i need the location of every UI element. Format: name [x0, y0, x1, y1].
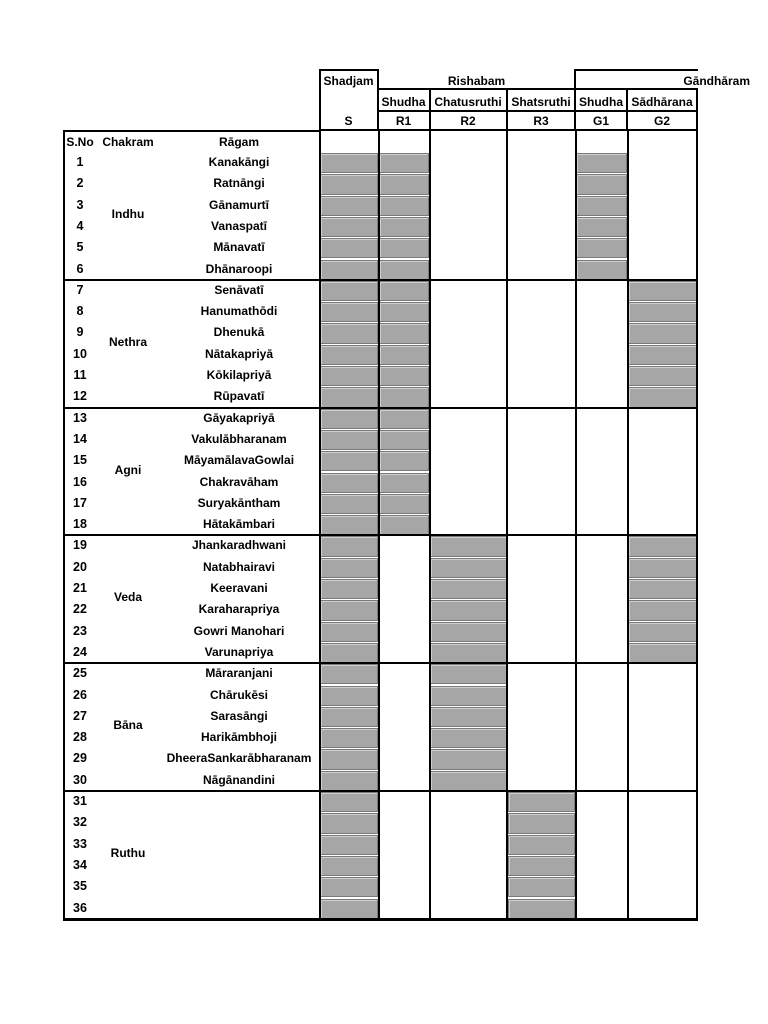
row-number: 11: [73, 368, 87, 382]
filled-cell-s: [320, 728, 378, 748]
filled-cell-r2: [430, 600, 507, 620]
grid-line: [429, 130, 431, 920]
row-number: 33: [73, 836, 87, 851]
row-number: 21: [73, 581, 87, 595]
row-number: 35: [73, 879, 87, 894]
row-number: 18: [73, 517, 87, 532]
filled-cell-g2: [628, 536, 697, 556]
filled-cell-s: [320, 579, 378, 599]
filled-cell-r1: [379, 281, 429, 301]
header-chakram: Chakram: [102, 135, 154, 149]
filled-cell-g1: [576, 174, 627, 194]
row-number: 17: [73, 495, 87, 510]
grid-line: [575, 130, 577, 920]
filled-cell-r1: [379, 409, 429, 429]
filled-cell-s: [320, 366, 378, 386]
row-number: 24: [73, 644, 87, 659]
row-number: 26: [73, 687, 87, 702]
header-rishabam: Rishabam: [447, 74, 506, 88]
filled-cell-s: [320, 899, 378, 919]
filled-cell-s: [320, 473, 378, 493]
filled-cell-s: [320, 664, 378, 684]
filled-cell-g1: [576, 238, 627, 258]
row-number: 3: [76, 197, 84, 212]
row-number: 29: [73, 751, 87, 766]
group-separator: [63, 662, 698, 664]
filled-cell-s: [320, 877, 378, 897]
filled-cell-r1: [379, 153, 429, 173]
row-number: 8: [76, 304, 84, 319]
filled-cell-s: [320, 707, 378, 727]
header-sno: S.No: [66, 135, 94, 149]
row-number: 22: [73, 602, 87, 617]
raga-name: Harikāmbhoji: [200, 730, 278, 745]
chakram-label: Nethra: [108, 334, 147, 349]
filled-cell-s: [320, 749, 378, 769]
filled-cell-r2: [430, 558, 507, 578]
raga-name: Hanumathōdi: [200, 304, 278, 319]
grid-line: [378, 130, 380, 920]
grid-line: [319, 130, 321, 920]
raga-name: Gāyakapriyā: [203, 410, 275, 425]
header-gandharam: Gāndhāram: [683, 74, 750, 88]
chakram-label: Indhu: [111, 206, 145, 221]
row-number: 20: [73, 559, 87, 574]
group-separator: [63, 407, 698, 409]
raga-name: Mānavatī: [213, 240, 265, 255]
filled-cell-r2: [430, 622, 507, 642]
grid-line: [506, 88, 508, 131]
raga-name: Hātakāmbari: [202, 517, 276, 532]
grid-line: [319, 69, 379, 71]
raga-name: MāyamālavaGowlai: [183, 453, 295, 468]
grid-line: [574, 69, 576, 131]
row-number: 25: [73, 666, 87, 681]
row-number: 16: [73, 474, 87, 489]
filled-cell-r1: [379, 387, 429, 407]
filled-cell-r3: [508, 813, 575, 833]
raga-name: Varunapriya: [204, 644, 274, 659]
filled-cell-r2: [430, 707, 507, 727]
filled-cell-r2: [430, 728, 507, 748]
swara-r3: R3: [533, 114, 549, 128]
filled-cell-g2: [628, 281, 697, 301]
header-ragam: Rāgam: [218, 135, 259, 149]
group-separator: [63, 534, 698, 536]
raga-name: Natabhairavi: [202, 559, 276, 574]
sub-sadharana: Sādhārana: [631, 95, 693, 109]
filled-cell-r3: [508, 877, 575, 897]
row-number: 19: [73, 538, 87, 553]
row-number: 6: [76, 261, 84, 276]
filled-cell-r2: [430, 771, 507, 791]
filled-cell-r1: [379, 515, 429, 535]
filled-cell-s: [320, 856, 378, 876]
table-bottom: [63, 919, 698, 921]
sub-chatusruthi: Chatusruthi: [434, 95, 502, 109]
row-number: 4: [76, 218, 84, 233]
swara-g1: G1: [592, 114, 609, 128]
raga-name: Jhankaradhwani: [191, 538, 287, 553]
grid-line: [377, 69, 379, 131]
grid-line: [378, 110, 698, 112]
filled-cell-s: [320, 600, 378, 620]
raga-name: Suryakāntham: [197, 495, 281, 510]
filled-cell-s: [320, 494, 378, 514]
grid-line: [626, 88, 628, 131]
row-number: 1: [76, 155, 84, 169]
group-separator: [63, 279, 698, 281]
row-number: 7: [76, 282, 84, 297]
filled-cell-s: [320, 792, 378, 812]
chakram-label: Veda: [113, 590, 143, 605]
raga-name: Kōkilapriyā: [206, 368, 272, 382]
filled-cell-s: [320, 515, 378, 535]
grid-line: [63, 130, 320, 132]
raga-name: Keeravani: [210, 581, 268, 595]
filled-cell-r1: [379, 345, 429, 365]
row-number: 15: [73, 453, 87, 468]
filled-cell-s: [320, 260, 378, 280]
row-number: 13: [73, 410, 87, 425]
grid-line: [378, 88, 698, 90]
filled-cell-r2: [430, 536, 507, 556]
filled-cell-g2: [628, 600, 697, 620]
filled-cell-g2: [628, 622, 697, 642]
grid-line: [63, 130, 65, 920]
swara-r2: R2: [460, 114, 476, 128]
filled-cell-s: [320, 835, 378, 855]
raga-name: Sarasāngi: [210, 708, 268, 723]
raga-name: Chārukēsi: [209, 687, 269, 702]
filled-cell-g1: [576, 153, 627, 173]
row-number: 5: [76, 240, 84, 255]
row-number: 2: [76, 176, 84, 191]
filled-cell-g2: [628, 345, 697, 365]
filled-cell-r1: [379, 260, 429, 280]
grid-line: [319, 69, 321, 131]
filled-cell-g1: [576, 196, 627, 216]
filled-cell-s: [320, 409, 378, 429]
filled-cell-s: [320, 281, 378, 301]
filled-cell-r3: [508, 899, 575, 919]
raga-name: Ratnāngi: [213, 176, 265, 191]
filled-cell-g2: [628, 579, 697, 599]
filled-cell-r2: [430, 643, 507, 663]
group-separator: [63, 790, 698, 792]
grid-line: [627, 130, 629, 920]
row-number: 10: [73, 346, 87, 361]
raga-name: Vanaspatī: [210, 218, 268, 233]
filled-cell-r2: [430, 579, 507, 599]
row-number: 9: [76, 325, 84, 340]
raga-name: DheeraSankarābharanam: [166, 751, 312, 766]
swara-g2: G2: [653, 114, 670, 128]
filled-cell-r2: [430, 749, 507, 769]
filled-cell-s: [320, 451, 378, 471]
chakram-label: Agni: [114, 462, 142, 477]
filled-cell-s: [320, 238, 378, 258]
filled-cell-s: [320, 302, 378, 322]
grid-line: [429, 88, 431, 131]
raga-name: Gowri Manohari: [193, 623, 285, 638]
grid-line: [575, 69, 698, 71]
raga-name: Nātakapriyā: [204, 346, 274, 361]
filled-cell-r1: [379, 366, 429, 386]
row-number: 36: [73, 900, 87, 915]
raga-name: Kanakāngi: [208, 155, 270, 169]
raga-name: Vakulābharanam: [191, 431, 287, 446]
filled-cell-r1: [379, 430, 429, 450]
filled-cell-r1: [379, 174, 429, 194]
filled-cell-s: [320, 813, 378, 833]
swara-r1: R1: [395, 114, 412, 128]
filled-cell-g2: [628, 323, 697, 343]
filled-cell-r1: [379, 302, 429, 322]
grid-line: [696, 130, 698, 920]
filled-cell-r1: [379, 323, 429, 343]
chakram-label: Ruthu: [110, 845, 146, 860]
raga-name: Nāgānandini: [202, 772, 275, 787]
swara-s: S: [344, 114, 353, 128]
filled-cell-s: [320, 345, 378, 365]
row-number: 14: [73, 431, 87, 446]
filled-cell-r1: [379, 451, 429, 471]
row-number: 34: [73, 857, 87, 872]
filled-cell-g2: [628, 387, 697, 407]
filled-cell-r3: [508, 792, 575, 812]
filled-cell-r1: [379, 473, 429, 493]
row-number: 31: [73, 794, 87, 808]
filled-cell-s: [320, 558, 378, 578]
filled-cell-s: [320, 217, 378, 237]
filled-cell-s: [320, 174, 378, 194]
header-shadjam: Shadjam: [323, 74, 374, 88]
filled-cell-g2: [628, 302, 697, 322]
filled-cell-s: [320, 643, 378, 663]
row-number: 28: [73, 730, 87, 745]
filled-cell-r1: [379, 238, 429, 258]
raga-name: Karaharapriya: [198, 602, 280, 617]
filled-cell-r3: [508, 835, 575, 855]
row-number: 23: [73, 623, 87, 638]
filled-cell-s: [320, 387, 378, 407]
filled-cell-r1: [379, 217, 429, 237]
filled-cell-r2: [430, 686, 507, 706]
filled-cell-g1: [576, 260, 627, 280]
filled-cell-g2: [628, 558, 697, 578]
grid-line: [506, 130, 508, 920]
row-number: 12: [73, 389, 87, 404]
filled-cell-g1: [576, 217, 627, 237]
sub-shudha-r: Shudha: [381, 95, 426, 109]
filled-cell-g2: [628, 366, 697, 386]
raga-name: Māraranjani: [205, 666, 273, 681]
row-number: 30: [73, 772, 87, 787]
raga-name: Senāvatī: [214, 282, 264, 297]
grid-line: [696, 88, 698, 131]
filled-cell-g2: [628, 643, 697, 663]
grid-line: [319, 129, 698, 131]
raga-name: Rūpavatī: [213, 389, 265, 404]
raga-name: Dhānaroopi: [205, 261, 273, 276]
raga-name: Gānamurtī: [208, 197, 269, 212]
filled-cell-s: [320, 771, 378, 791]
filled-cell-s: [320, 153, 378, 173]
filled-cell-s: [320, 430, 378, 450]
filled-cell-s: [320, 196, 378, 216]
row-number: 32: [73, 815, 87, 830]
filled-cell-r1: [379, 196, 429, 216]
raga-name: Dhenukā: [213, 325, 265, 340]
filled-cell-s: [320, 536, 378, 556]
filled-cell-s: [320, 622, 378, 642]
chakram-label: Bāna: [113, 718, 143, 733]
filled-cell-r2: [430, 664, 507, 684]
filled-cell-s: [320, 686, 378, 706]
filled-cell-r3: [508, 856, 575, 876]
filled-cell-s: [320, 323, 378, 343]
row-number: 27: [73, 708, 87, 723]
raga-name: Chakravāham: [199, 474, 279, 489]
filled-cell-r1: [379, 494, 429, 514]
sub-shudha-g: Shudha: [579, 95, 623, 109]
sub-shatsruthi: Shatsruthi: [511, 95, 571, 109]
